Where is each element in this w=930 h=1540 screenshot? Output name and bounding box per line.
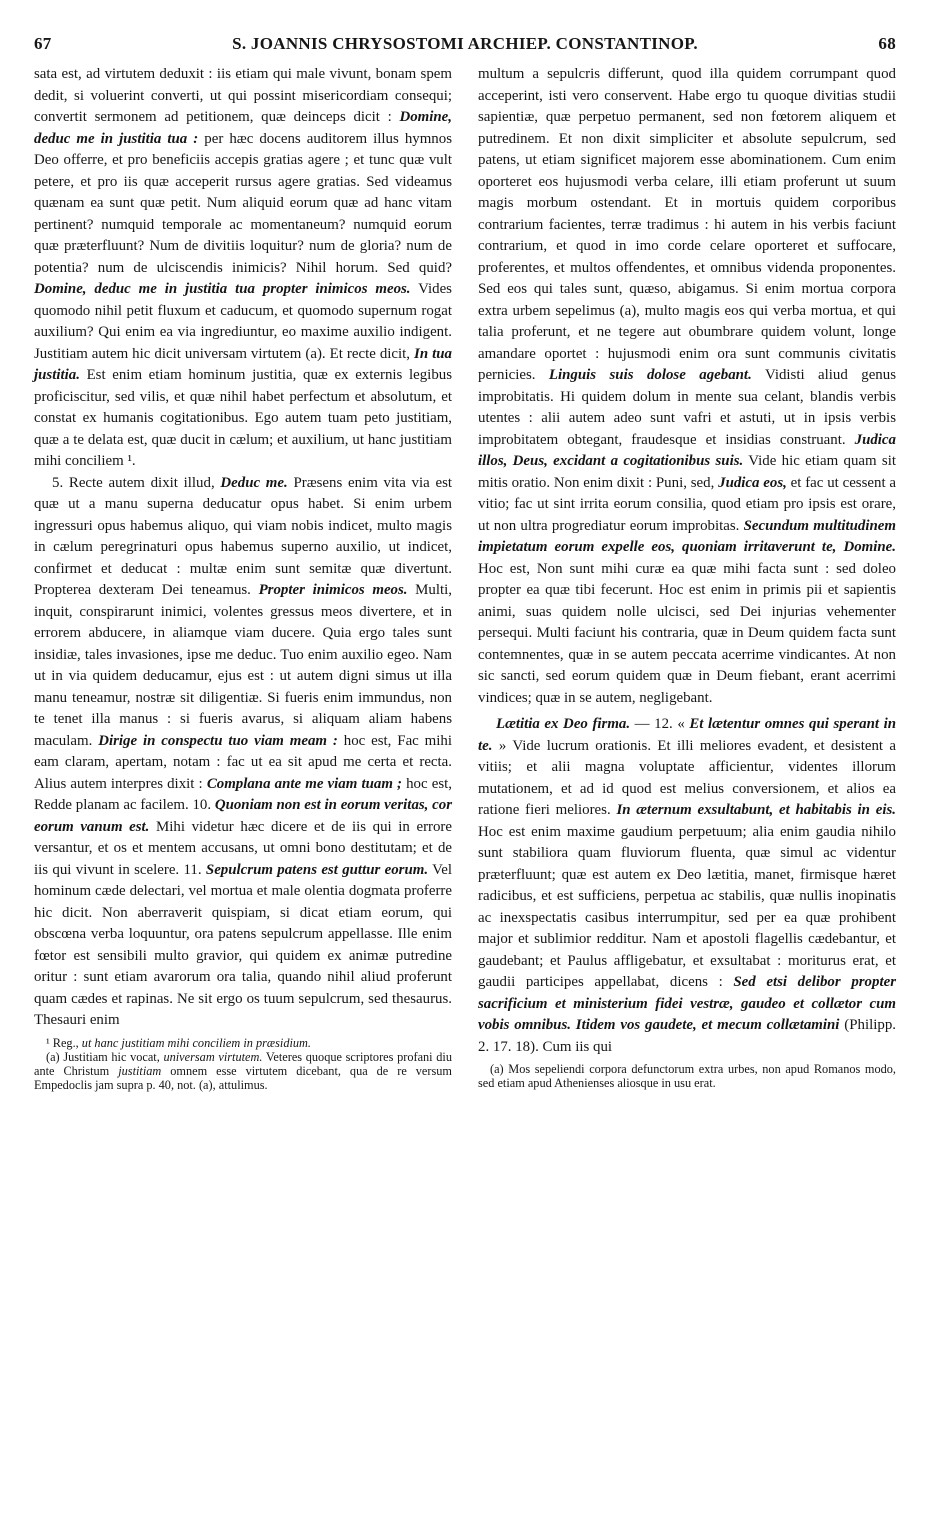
text-run: Vides quomodo nihil petit fluxum et caducum, et quomodo supernum rogat auxilium? Qui enim ea via ingrediuntur, eo maxime auxilio indigent. Justitiam autem hic dicit universam virtutem (a). Et recte dicit, <box>34 281 452 362</box>
text-run: Præsens enim vita via est quæ ut a manu superna deducatur opus habet. Si enim urbem ingressuri opus habemus aliquo, qui viam nobis indicet, multo magis in cælum peregrinaturi opus habemus superno auxilio, ut indicet, confirmet et deducat : multæ enim sunt semitæ quæ divertunt. Propterea dexteram Dei teneamus. <box>34 474 452 598</box>
left-footnotes <box>34 1036 452 1092</box>
italic-run: Linguis suis dolose agebant. <box>548 367 752 383</box>
right-column <box>478 64 896 1090</box>
italic-run: Judica illos, Deus, excidant a cogitationibus suis. <box>478 431 896 469</box>
right-footnotes <box>478 1062 896 1090</box>
text-run: omnem esse virtutem dicebant, qua de re versum Empedoclis jam supra p. 40, not. (a), attulimus. <box>34 1063 452 1092</box>
text-run: » Vide lucrum orationis. Et illi meliores evadent, et desistent a vitiis; et alii magna voluptate afficientur, videntes illorum mutationem, et ad id quod est melius conversionem, et alios ea ratione fieri meliores. <box>478 737 896 818</box>
italic-run: Deduc me. <box>220 474 288 491</box>
italic-run: Propter inimicos meos. <box>258 582 408 598</box>
italic-run: universam virtutem. <box>163 1049 263 1064</box>
text-run: Est enim etiam hominum justitia, quæ ex externis legibus proficiscitur, sed vilis, et quæ nihil habet perfectum et absolutum, et constat ex humanis cogitationibus. Ego autem tuam peto justitiam, quæ a te delata est, quæ ducit in cælum; et auxilium, ut hanc justitiam mihi conciliem ¹. <box>34 367 452 469</box>
text-run: (a) Justitiam hic vocat, <box>46 1049 164 1064</box>
text-run: per hæc docens auditorem illus hymnos Deo offerre, et pro beneficiis accepis gratias agere ; et tunc quæ vult petere, et pro iis quæ acceperit rursus agere gratias. Sed videamus quænam ea sunt quæ petit. Num aliquid eorum quæ ad hanc vitam pertinent? numquid temporale ac momentaneum? numquid eorum quæ præterfluunt? Num de divitiis loquitur? num de gloria? num de potentia? num de ulciscendis inimicis? Nihil horum. Sed quid? <box>34 130 452 276</box>
footnote-reg <box>34 1036 452 1050</box>
italic-run: Sed etsi delibor propter sacrificium et ministerium fidei vestræ, gaudeo et collætor cum vobis omnibus. Itidem vos gaudete, et mecum collætamini <box>478 974 896 1033</box>
italic-run: Et lætentur omnes qui sperant in te. <box>478 716 896 754</box>
text-run: 5. Recte autem dixit illud, <box>52 474 221 491</box>
text-run: Mihi videtur hæc dicere et de iis qui in errore versantur, et os et mentem accusans, ut omni bono destitutam; et de iis qui vivunt in scelere. 11. <box>34 818 452 878</box>
text-run: (Philipp. 2. 17. 18). Cum iis qui <box>478 1017 896 1055</box>
text-run: — 12. « <box>630 716 690 732</box>
text-run: sata est, ad virtutem deduxit : iis etiam qui male vivunt, bonam spem dedit, si voluerint converti, ut qui possint misericordiam consequi; convertit sermonem ad petitionem, quæ deinceps dicit : <box>34 66 452 125</box>
right-paragraph-1 <box>478 64 896 709</box>
text-run: et fac ut cessent a vitio; fac ut sint irrita eorum consilia, quod etiam pro ipsis est orare, ut non ultra progrediatur eorum improbitas. <box>478 474 896 534</box>
italic-run: Domine, deduc me in justitia tua propter inimicos meos. <box>34 281 411 297</box>
italic-run: justitiam <box>118 1063 162 1078</box>
italic-run: Judica eos, <box>718 474 787 491</box>
text-run: ¹ Reg., <box>46 1035 82 1050</box>
right-paragraph-2 <box>478 714 896 1058</box>
text-run: Vidisti aliud genus improbitatis. Hi quidem dolum in mente sua celant, blandis verbis utentes : alii autem adeo sunt vafri et astuti, ut in ipsis verbis improbitatem obtegant, fraudesque et insidias construant. <box>478 367 896 448</box>
text-run: (a) Mos sepeliendi corpora defunctorum extra urbes, non apud Romanos modo, sed etiam apud Athenienses aliosque in usu erat. <box>478 1062 896 1090</box>
footnote-a-right <box>478 1062 896 1090</box>
text-run: Vide hic etiam quam sit mitis oratio. Non enim dixit : Puni, sed, <box>478 453 896 491</box>
text-run: Hoc est, Non sunt mihi curæ ea quæ mihi facta sunt : sed doleo propter ea quæ tibi fecerunt. Hoc est enim in primis pii et sapientis animi, suas quidem nolle ulcisci, sed Dei injurias vehementer persequi. Multi faciunt his contraria, quæ in Deum quidem facta sunt contemnentes, quæ in se autem peccata acerrime vindicantes. At non sic sancti, sed eorum quidem quæ in Deum fiebant, erant acerrimi vindices; quæ in se autem, negligebant. <box>478 560 896 706</box>
running-header <box>34 34 896 60</box>
italic-run: Sepulcrum patens est guttur eorum. <box>205 861 429 878</box>
italic-run: Secundum multitudinem impietatum eorum expelle eos, quoniam irritaverunt te, Domine. <box>478 517 896 555</box>
text-run: Vel hominum cæde delectari, vel mortua et male olentia dogmata proferre hic dicit. Non aberraverit quispiam, si dicat etiam eorum, qui obscœna verba loquuntur, ora patens sepulcrum appellasse. Ille enim fœtor est sensibili multo gravior, qui quidem ex animæ putredine oritur : sunt etiam avarorum ora talia, quando nihil aliud proferunt quam cædes et rapinas. Ne sit ergo os tuum sepulcrum, sed thesaurus. Thesauri enim <box>34 861 452 1028</box>
italic-run: Quoniam non est in eorum veritas, cor eorum vanum est. <box>34 797 453 835</box>
text-run: Hoc est enim maxime gaudium perpetuum; alia enim gaudia nihilo sunt stabiliora quam fluviorum fluenta, quæ simul ac videntur præterfluunt; quæ est autem ex Deo lætitia, manet, firmisque hæret radicibus, et est sufficiens, perpetua ac stabilis, quæ nullis inopinatis ac inexspectatis casibus interrumpitur, sed per ea quæ prohibent major et sublimior redditur. Nam et apostoli flagellis cædebantur, et gaudebant; et Paulus affligebatur, et exsultabat : moriturus erat, et gaudii participes appellabat, dicens : <box>478 823 896 990</box>
italic-run: In tua justitia. <box>34 345 452 383</box>
footnote-a-left <box>34 1050 452 1092</box>
left-paragraph-1 <box>34 64 452 473</box>
text-run: Veteres quoque scriptores profani diu ante Christum <box>34 1049 452 1078</box>
left-column <box>34 64 452 1092</box>
italic-run: In æternum exsultabunt, et habitabis in eis. <box>616 802 896 818</box>
left-paragraph-2 <box>34 473 452 1032</box>
italic-run: Complana ante me viam tuam ; <box>206 775 402 792</box>
italic-run: Dirige in conspectu tuo viam meam : <box>98 732 338 749</box>
text-run: hoc est, Redde planam ac facilem. 10. <box>34 775 452 813</box>
text-run: multum a sepulcris differunt, quod illa quidem corrumpant quod acceperint, isti vero conservent. Habe ergo tu quoque divitias studii sapientiæ, quæ perpetuo permanent, sed non fœtorem aliquem et putredinem. Et non dixit simpliciter et absolute sepulcrum, sed patens, ut etiam significet majorem esse abominationem. Cum enim oporteret eos hujusmodi verba celare, illi etiam proferunt ut suum magis morbum ostendant. Et in mortuis quidem corporibus contrarium facientes, terræ tradimus : hi autem in his verbis faciunt contrarium, et quod in imo corde celare oporteret et suffocare, proferentes, et multos offendentes, et omnibus videnda proponentes. Sed eos qui tales sunt, quæso, abigamus. Si enim mortua corpora extra urbem sepelimus (a), multo magis eos qui verba mortua, et qui talia proferunt, et ne tegere aut obumbrare quidem volunt, longe amandare oportet : hujusmodi enim ora sunt communis civitatis pernicies. <box>478 66 896 383</box>
left-page-number: 67 <box>34 34 52 53</box>
text-run: Multi, inquit, conspirarunt inimici, volentes gressus meos divertere, et in errorem abducere, in aliamque viam ducere. Quia ergo tales sunt insidiæ, tales invasiones, ipse me deduc. Tuo enim auxilio egeo. Nam ut in via quidem deducamur, ejus est : ut autem digni simus ut illa manu teneamur, nostræ sit diligentiæ. Si fueris enim immundus, non te tenet illa manus : si fueris avarus, si aliquam aliam habens maculam. <box>34 582 453 749</box>
italic-run: Domine, deduc me in justitia tua : <box>34 109 452 147</box>
running-title: S. JOANNIS CHRYSOSTOMI ARCHIEP. CONSTANTINOP. <box>232 34 698 53</box>
italic-run: ut hanc justitiam mihi conciliem in præsidium. <box>81 1035 311 1050</box>
right-page-number: 68 <box>878 34 896 53</box>
text-run: hoc est, Fac mihi eam claram, apertam, notam : fac ut ea sit apud me certa et recta. Alius autem interpres dixit : <box>34 732 452 792</box>
italic-run: Lætitia ex Deo firma. <box>496 716 631 732</box>
